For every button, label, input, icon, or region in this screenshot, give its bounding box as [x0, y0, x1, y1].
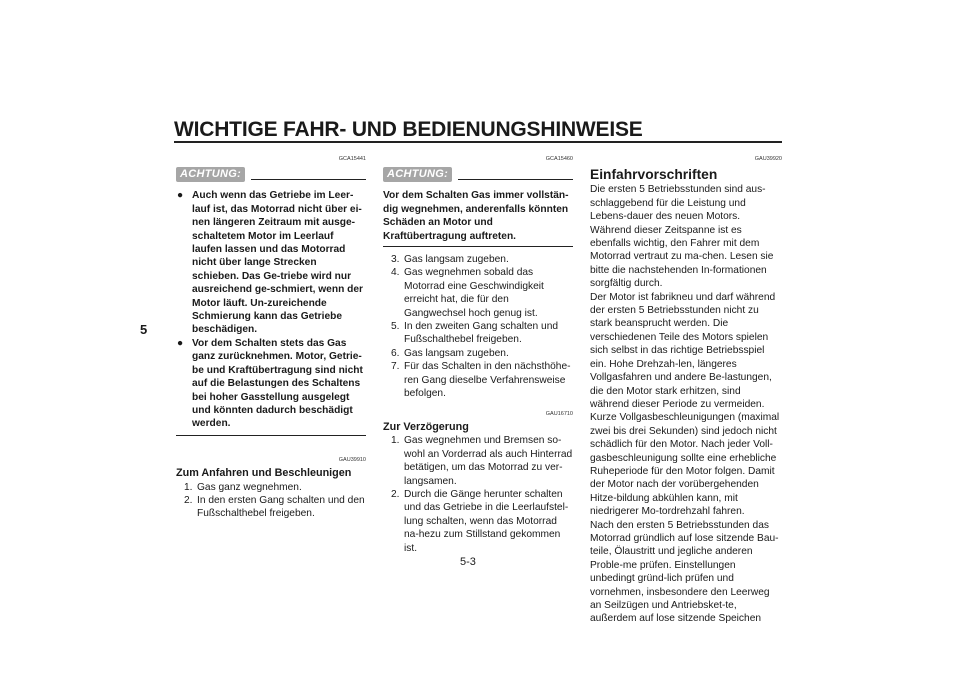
- caution-heading: [176, 166, 366, 182]
- section-code: GAU39910: [338, 456, 366, 463]
- caution-badge: ACHTUNG:: [176, 167, 245, 182]
- step-item: [184, 494, 366, 521]
- step-number: 3.: [391, 254, 400, 266]
- step-item: [391, 266, 573, 320]
- step-item: [391, 253, 573, 266]
- step-item: [391, 347, 573, 360]
- caution-heading: [383, 166, 573, 182]
- section-title: Einfahrvorschriften: [590, 167, 718, 183]
- bullet-dot-icon: ●: [177, 190, 184, 202]
- bullet-dot-icon: ●: [177, 337, 184, 349]
- caution-badge: ACHTUNG:: [383, 167, 452, 182]
- step-number: 1.: [391, 435, 400, 447]
- caution-text: Vor dem Schalten Gas immer vollstän-dig wegnehmen, anderenfalls könnten Schäden an Motor und Kraftübertragung auftreten.: [383, 189, 573, 247]
- step-item: [391, 488, 573, 555]
- caution-bullet: [176, 189, 366, 336]
- step-text: Gas langsam zugeben.: [404, 347, 509, 359]
- step-text: In den ersten Gang schalten und den Fußschalthebel freigeben.: [197, 494, 365, 520]
- step-text: Für das Schalten in den nächsthöhe-ren Gang dieselbe Verfahrensweise befolgen.: [404, 361, 571, 400]
- chapter-number: 5: [140, 322, 148, 337]
- step-number: 2.: [391, 488, 400, 500]
- step-text: Durch die Gänge herunter schalten und das Getriebe in die Leerlaufstel-lung schalten, wenn das Motorrad na-hezu zum Stillstand gekommen ist.: [404, 488, 569, 554]
- body-paragraph: Die ersten 5 Betriebsstunden sind aus-schlaggebend für die Leistung und Lebens-dauer des neuen Motors. Während dieser Zeitspanne ist es ebenfalls wichtig, den Fahrer mit dem Motorrad vertraut zu ma-chen. Lesen sie bitte die nachstehenden In-formationen sorgfältig durch.: [590, 184, 774, 290]
- caution-rule: [458, 179, 573, 180]
- page-number: 5-3: [460, 556, 476, 568]
- step-list: [383, 253, 573, 400]
- section-code: GAU16710: [545, 410, 573, 417]
- step-number: 4.: [391, 267, 400, 279]
- caution-code: GCA15460: [545, 156, 573, 162]
- step-number: 1.: [184, 481, 193, 493]
- step-text: Gas wegnehmen sobald das Motorrad eine Geschwindigkeit erreicht hat, die für den Gangwechsel hoch genug ist.: [404, 267, 544, 319]
- step-item: [391, 434, 573, 488]
- step-text: In den zweiten Gang schalten und Fußschalthebel freigeben.: [404, 321, 559, 346]
- caution-bullet: [176, 337, 366, 431]
- body-paragraph: Der Motor ist fabrikneu und darf während der ersten 5 Betriebsstunden nicht zu stark beansprucht werden. Die verschiedenen Teile des Motors spielen sich selbst in das richtige Betriebsspiel ein. Hohe Drehzah-len, längeres Vollgasfahren und andere Be-lastungen, die den Motor stark erhitzen, sind während dieser Periode zu vermeiden. Kurze Vollgasbeschleunigungen (maximal zwei bis drei Sekunden) sind jedoch nicht schädlich für den Motor. Nach jeder Voll-gasbeschleunigung sollte eine erhebliche Ruheperiode für den Motor folgen. Damit der Motor nach der vorübergehenden Hitze-bildung abkühlen kann, mit niedrigerer Mo-tordrehzahl fahren.: [590, 291, 780, 518]
- step-number: 6.: [391, 347, 400, 359]
- step-item: [391, 320, 573, 347]
- caution-bullet-text: Auch wenn das Getriebe im Leer-lauf ist, das Motorrad nicht über ei-nen längeren Zeitraum mit ausge-schaltetem Motor im Leerlauf laufen lassen und das Motorrad nicht über lange Strecken schieben. Das Ge-triebe wird nur ausreichend ge-schmiert, wenn der Motor läuft. Un-zureichende Schmierung kann das Getriebe beschädigen.: [192, 190, 363, 336]
- section-title: Zur Verzögerung: [383, 420, 469, 433]
- caution-bullet-text: Vor dem Schalten stets das Gas ganz zurücknehmen. Motor, Getrie-be und Kraftübertragung sind nicht auf die Belastungen des Schaltens bei hoher Gasstellung ausgelegt und könnten dadurch beschädigt werden.: [192, 337, 363, 430]
- step-number: 2.: [184, 494, 193, 506]
- step-number: 5.: [391, 321, 400, 333]
- step-text: Gas wegnehmen und Bremsen so-wohl an Vorderrad als auch Hinterrad betätigen, um das Motorrad zu ver-langsamen.: [404, 435, 573, 487]
- header-rule: [174, 141, 782, 143]
- column-3: [590, 153, 782, 626]
- caution-box: [176, 189, 366, 435]
- page-header-title: WICHTIGE FAHR- UND BEDIENUNGSHINWEISE: [174, 118, 643, 141]
- step-number: 7.: [391, 361, 400, 373]
- caution-rule: [251, 179, 366, 180]
- section-title: Zum Anfahren und Beschleunigen: [176, 467, 352, 480]
- column-2: [383, 153, 573, 555]
- step-text: Gas langsam zugeben.: [404, 254, 509, 266]
- step-text: Gas ganz wegnehmen.: [197, 481, 302, 493]
- step-item: [184, 481, 366, 494]
- step-item: [391, 360, 573, 400]
- column-1: [176, 153, 366, 521]
- caution-code: GCA15441: [338, 156, 366, 162]
- section-code: GAU39920: [754, 156, 782, 162]
- body-paragraph: Nach den ersten 5 Betriebsstunden das Motorrad gründlich auf lose sitzende Bau-teile, Ölaustritt und jegliche anderen Proble-me prüfen. Einstellungen unbedingt gründ-lich prüfen und vornehmen, insbesondere den Leerweg an Seilzügen und Antriebsket-te, außerdem auf lose sitzende Speichen: [590, 519, 779, 625]
